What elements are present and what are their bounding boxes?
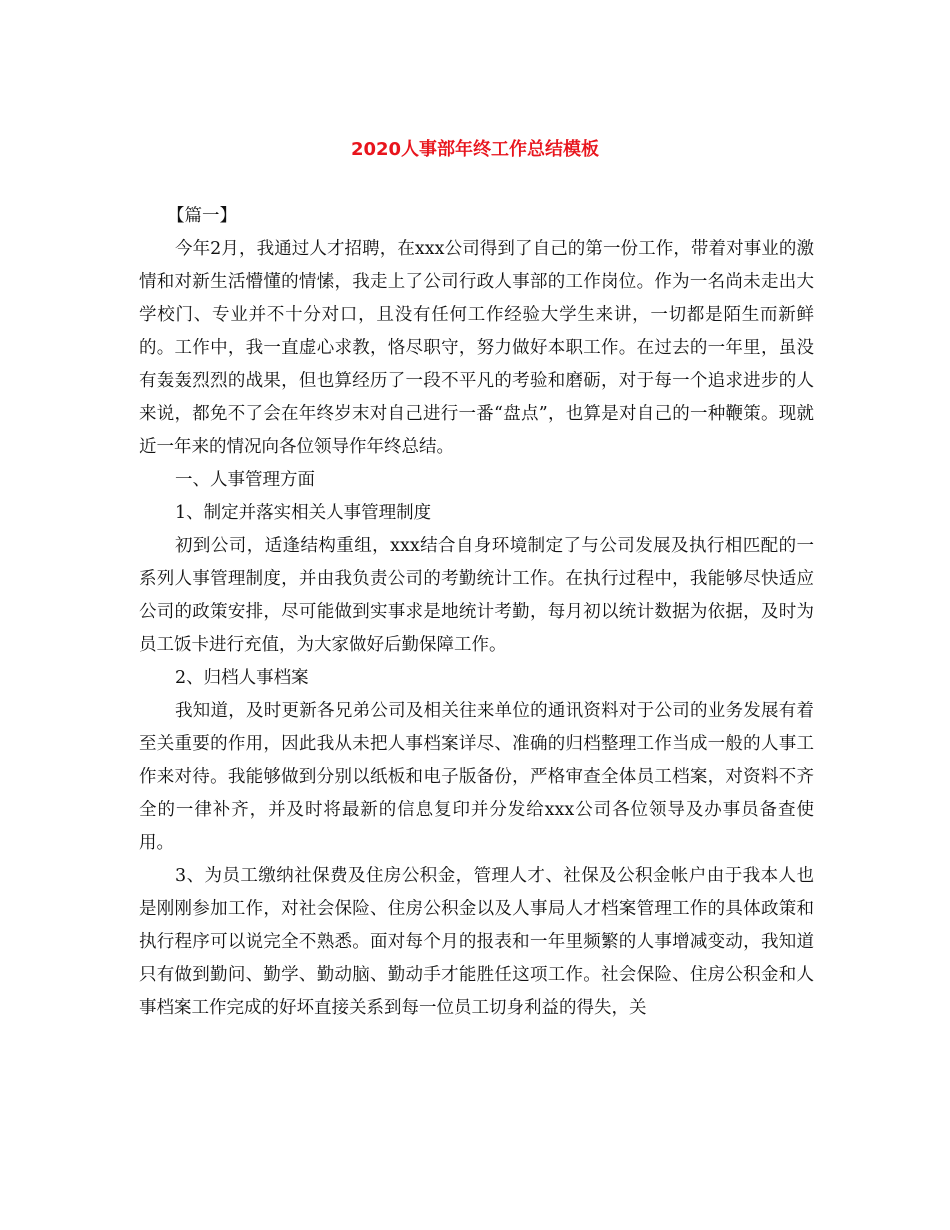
section-heading-hr-management: 一、人事管理方面: [175, 470, 315, 490]
document-title: 2020人事部年终工作总结模板: [350, 139, 600, 160]
subheading-policy: 1、制定并落实相关人事管理制度: [175, 503, 432, 523]
subheading-archives: 2、归档人事档案: [175, 668, 309, 688]
section-heading: 【篇一】: [167, 206, 237, 226]
document-body: [139, 200, 814, 1025]
paragraph-intro: 今年2月，我通过人才招聘，在xxx公司得到了自己的第一份工作，带着对事业的激情和对新生活懵懂的情愫，我走上了公司行政人事部的工作岗位。作为一名尚未走出大学校门、专业并不十分对口，且没有任何工作经验大学生来讲，一切都是陌生而新鲜的。工作中，我一直虚心求教，恪尽职守，努力做好本职工作。在过去的一年里，虽没有轰轰烈烈的战果，但也算经历了一段不平凡的考验和磨砺，对于每一个追求进步的人来说，都免不了会在年终岁末对自己进行一番“盘点”，也算是对自己的一种鞭策。现就近一年来的情况向各位领导作年终总结。: [139, 239, 814, 457]
paragraph-social-insurance: 3、为员工缴纳社保费及住房公积金，管理人才、社保及公积金帐户由于我本人也是刚刚参加工作，对社会保险、住房公积金以及人事局人才档案管理工作的具体政策和执行程序可以说完全不熟悉。面对每个月的报表和一年里频繁的人事增减变动，我知道只有做到勤问、勤学、勤动脑、勤动手才能胜任这项工作。社会保险、住房公积金和人事档案工作完成的好坏直接关系到每一位员工切身利益的得失，关: [139, 866, 814, 1018]
paragraph-policy: 初到公司，适逢结构重组，xxx结合自身环境制定了与公司发展及执行相匹配的一系列人事管理制度，并由我负责公司的考勤统计工作。在执行过程中，我能够尽快适应公司的政策安排，尽可能做到实事求是地统计考勤，每月初以统计数据为依据，及时为员工饭卡进行充值，为大家做好后勤保障工作。: [139, 536, 814, 655]
paragraph-archives: 我知道，及时更新各兄弟公司及相关往来单位的通讯资料对于公司的业务发展有着至关重要的作用，因此我从未把人事档案详尽、准确的归档整理工作当成一般的人事工作来对待。我能够做到分别以纸板和电子版备份，严格审查全体员工档案，对资料不齐全的一律补齐，并及时将最新的信息复印并分发给xxx公司各位领导及办事员备查使用。: [139, 701, 814, 853]
